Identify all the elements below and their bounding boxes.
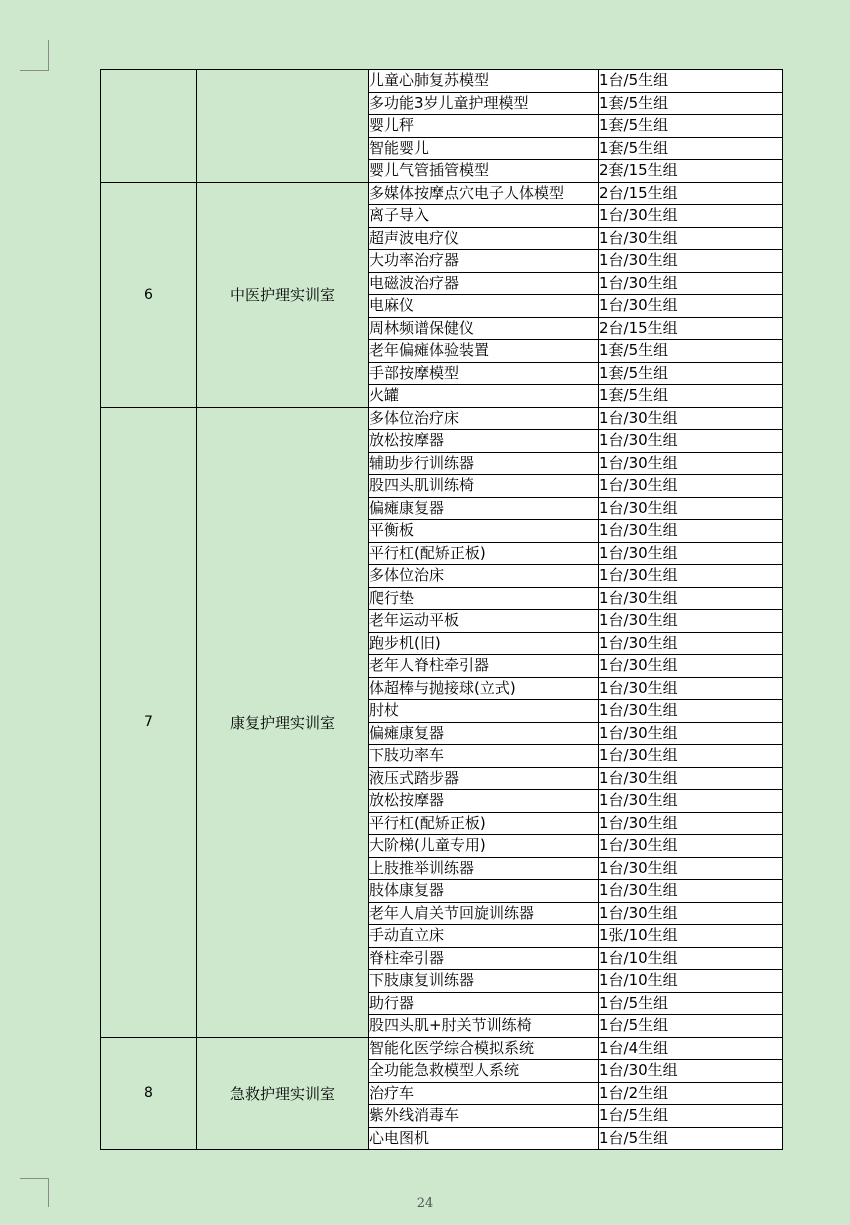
equipment-quantity: 2台/15生组: [599, 317, 783, 340]
section-number: 8: [101, 1037, 197, 1150]
table-row: [101, 1037, 783, 1060]
equipment-name: 智能婴儿: [369, 137, 599, 160]
equipment-quantity: 1台/5生组: [599, 1127, 783, 1150]
equipment-name: 下肢功率车: [369, 745, 599, 768]
equipment-name: 偏瘫康复器: [369, 722, 599, 745]
equipment-quantity: 1台/30生组: [599, 857, 783, 880]
equipment-quantity: 1台/30生组: [599, 655, 783, 678]
equipment-name: 老年人肩关节回旋训练器: [369, 902, 599, 925]
equipment-quantity: 1台/30生组: [599, 407, 783, 430]
equipment-name: 电磁波治疗器: [369, 272, 599, 295]
section-number: [101, 70, 197, 183]
equipment-name: 儿童心肺复苏模型: [369, 70, 599, 93]
table-row: [101, 182, 783, 205]
equipment-name: 手部按摩模型: [369, 362, 599, 385]
equipment-quantity: 1台/30生组: [599, 632, 783, 655]
equipment-quantity: 1台/30生组: [599, 677, 783, 700]
equipment-name: 平行杠(配矫正板): [369, 812, 599, 835]
equipment-name: 周林频谱保健仪: [369, 317, 599, 340]
equipment-quantity: 1台/30生组: [599, 902, 783, 925]
equipment-name: 液压式踏步器: [369, 767, 599, 790]
equipment-quantity: 1台/30生组: [599, 452, 783, 475]
equipment-quantity: 1台/30生组: [599, 295, 783, 318]
equipment-quantity: 1台/30生组: [599, 700, 783, 723]
page-number: 24: [416, 1196, 434, 1211]
equipment-name: 平衡板: [369, 520, 599, 543]
equipment-name: 多体位治床: [369, 565, 599, 588]
table-row: [101, 407, 783, 430]
equipment-quantity: 1台/5生组: [599, 1015, 783, 1038]
equipment-name: 老年运动平板: [369, 610, 599, 633]
equipment-quantity: 1张/10生组: [599, 925, 783, 948]
room-name: 急救护理实训室: [197, 1037, 369, 1150]
equipment-name: 手动直立床: [369, 925, 599, 948]
equipment-quantity: 1台/30生组: [599, 497, 783, 520]
equipment-name: 离子导入: [369, 205, 599, 228]
equipment-name: 股四头肌训练椅: [369, 475, 599, 498]
equipment-name: 多功能3岁儿童护理模型: [369, 92, 599, 115]
equipment-name: 脊柱牵引器: [369, 947, 599, 970]
equipment-name: 大功率治疗器: [369, 250, 599, 273]
equipment-name: 下肢康复训练器: [369, 970, 599, 993]
equipment-quantity: 2台/15生组: [599, 182, 783, 205]
equipment-name: 心电图机: [369, 1127, 599, 1150]
equipment-quantity: 1台/30生组: [599, 767, 783, 790]
equipment-quantity: 1台/30生组: [599, 565, 783, 588]
equipment-quantity: 1台/30生组: [599, 542, 783, 565]
equipment-quantity: 1台/5生组: [599, 70, 783, 93]
equipment-name: 放松按摩器: [369, 430, 599, 453]
equipment-name: 平行杠(配矫正板): [369, 542, 599, 565]
equipment-name: 智能化医学综合模拟系统: [369, 1037, 599, 1060]
equipment-name: 跑步机(旧): [369, 632, 599, 655]
equipment-quantity: 1台/5生组: [599, 1105, 783, 1128]
equipment-name: 治疗车: [369, 1082, 599, 1105]
equipment-name: 上肢推举训练器: [369, 857, 599, 880]
equipment-name: 超声波电疗仪: [369, 227, 599, 250]
equipment-name: 多体位治疗床: [369, 407, 599, 430]
equipment-quantity: 1台/30生组: [599, 430, 783, 453]
room-name: [197, 70, 369, 183]
equipment-quantity: 1台/4生组: [599, 1037, 783, 1060]
crop-mark-top-left: [20, 40, 49, 71]
equipment-quantity: 1台/30生组: [599, 475, 783, 498]
equipment-quantity: 1台/30生组: [599, 880, 783, 903]
equipment-quantity: 1台/30生组: [599, 250, 783, 273]
equipment-quantity: 2套/15生组: [599, 160, 783, 183]
equipment-name: 老年人脊柱牵引器: [369, 655, 599, 678]
equipment-name: 偏瘫康复器: [369, 497, 599, 520]
room-name: 中医护理实训室: [197, 182, 369, 407]
equipment-quantity: 1套/5生组: [599, 340, 783, 363]
section-number: 6: [101, 182, 197, 407]
equipment-name: 大阶梯(儿童专用): [369, 835, 599, 858]
equipment-quantity: 1台/30生组: [599, 835, 783, 858]
equipment-name: 紫外线消毒车: [369, 1105, 599, 1128]
equipment-name: 多媒体按摩点穴电子人体模型: [369, 182, 599, 205]
equipment-quantity: 1台/30生组: [599, 790, 783, 813]
equipment-quantity: 1台/30生组: [599, 722, 783, 745]
equipment-name: 肢体康复器: [369, 880, 599, 903]
equipment-name: 爬行垫: [369, 587, 599, 610]
equipment-quantity: 1台/30生组: [599, 227, 783, 250]
equipment-quantity: 1台/30生组: [599, 610, 783, 633]
equipment-quantity: 1台/30生组: [599, 272, 783, 295]
equipment-quantity: 1台/30生组: [599, 812, 783, 835]
equipment-quantity: 1套/5生组: [599, 385, 783, 408]
equipment-name: 老年偏瘫体验装置: [369, 340, 599, 363]
equipment-quantity: 1台/5生组: [599, 992, 783, 1015]
equipment-name: 肘杖: [369, 700, 599, 723]
equipment-quantity: 1台/10生组: [599, 947, 783, 970]
equipment-quantity: 1台/30生组: [599, 520, 783, 543]
equipment-quantity: 1套/5生组: [599, 137, 783, 160]
equipment-quantity: 1台/10生组: [599, 970, 783, 993]
equipment-quantity: 1台/2生组: [599, 1082, 783, 1105]
equipment-name: 婴儿秤: [369, 115, 599, 138]
equipment-name: 辅助步行训练器: [369, 452, 599, 475]
equipment-name: 股四头肌+肘关节训练椅: [369, 1015, 599, 1038]
equipment-name: 火罐: [369, 385, 599, 408]
room-name: 康复护理实训室: [197, 407, 369, 1037]
equipment-table: [100, 69, 783, 1150]
equipment-name: 体超棒与抛接球(立式): [369, 677, 599, 700]
equipment-quantity: 1套/5生组: [599, 362, 783, 385]
equipment-quantity: 1套/5生组: [599, 92, 783, 115]
equipment-quantity: 1套/5生组: [599, 115, 783, 138]
equipment-quantity: 1台/30生组: [599, 1060, 783, 1083]
table-row: [101, 70, 783, 93]
equipment-name: 放松按摩器: [369, 790, 599, 813]
equipment-quantity: 1台/30生组: [599, 745, 783, 768]
equipment-name: 电麻仪: [369, 295, 599, 318]
section-number: 7: [101, 407, 197, 1037]
equipment-name: 全功能急救模型人系统: [369, 1060, 599, 1083]
equipment-name: 婴儿气管插管模型: [369, 160, 599, 183]
equipment-quantity: 1台/30生组: [599, 205, 783, 228]
equipment-name: 助行器: [369, 992, 599, 1015]
equipment-quantity: 1台/30生组: [599, 587, 783, 610]
